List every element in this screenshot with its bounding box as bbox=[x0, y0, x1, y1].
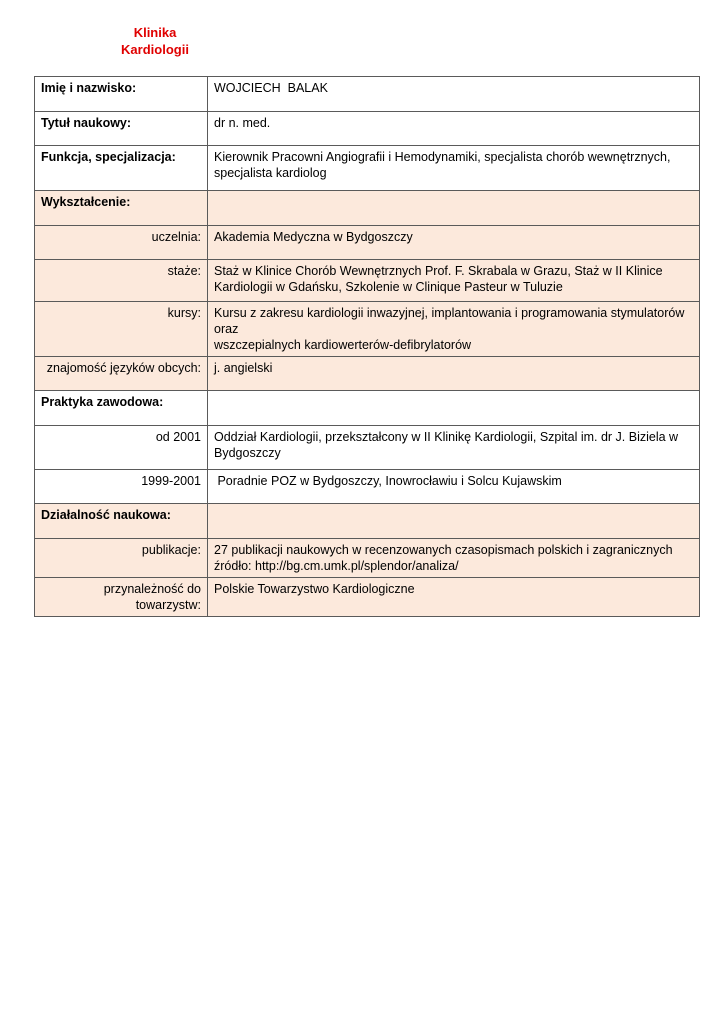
title-label: Tytuł naukowy: bbox=[35, 112, 208, 146]
since2001-value bbox=[208, 426, 700, 470]
languages-label: znajomość języków obcych: bbox=[35, 357, 208, 391]
y1999-value: Poradnie POZ w Bydgoszczy, Inowrocławiu i Solcu Kujawskim bbox=[208, 470, 700, 504]
clinic-header-line1: Klinika bbox=[133, 25, 177, 40]
table-row-1999 bbox=[35, 470, 700, 504]
table-row-publications bbox=[35, 539, 700, 578]
name-value: WOJCIECH BALAK bbox=[208, 77, 700, 112]
internships-label: staże: bbox=[35, 260, 208, 302]
title-value: dr n. med. bbox=[208, 112, 700, 146]
education-label: Wykształcenie: bbox=[35, 191, 208, 226]
university-value: Akademia Medyczna w Bydgoszczy bbox=[208, 226, 700, 260]
table-row-university bbox=[35, 226, 700, 260]
function-value-line1: Kierownik Pracowni Angiografii i Hemodynamiki, specjalista chorób wewnętrznych, bbox=[214, 150, 671, 164]
societies-label: przynależność do towarzystw: bbox=[35, 578, 208, 617]
table-row-research bbox=[35, 504, 700, 539]
publications-label: publikacje: bbox=[35, 539, 208, 578]
practice-value-empty bbox=[208, 391, 700, 426]
since2001-label: od 2001 bbox=[35, 426, 208, 470]
internships-value-line1: Staż w Klinice Chorób Wewnętrznych Prof. F. Skrabala w Grazu, Staż w II Klinice bbox=[214, 264, 663, 278]
courses-value bbox=[208, 302, 700, 357]
publications-value-line1: 27 publikacji naukowych w recenzowanych czasopismach polskich i zagranicznych bbox=[214, 543, 673, 557]
publications-value-line2: źródło: http://bg.cm.umk.pl/splendor/analiza/ bbox=[214, 559, 459, 573]
table-row-practice bbox=[35, 391, 700, 426]
courses-value-line1: Kursu z zakresu kardiologii inwazyjnej, implantowania i programowania stymulatorów oraz bbox=[214, 306, 685, 336]
societies-value: Polskie Towarzystwo Kardiologiczne bbox=[208, 578, 700, 617]
courses-value-line2: wszczepialnych kardiowerterów-defibrylatorów bbox=[214, 338, 472, 352]
table-row-societies bbox=[35, 578, 700, 617]
function-value-line2: specjalista kardiolog bbox=[214, 166, 327, 180]
research-value-empty bbox=[208, 504, 700, 539]
internships-value bbox=[208, 260, 700, 302]
since2001-value-line1: Oddział Kardiologii, przekształcony w II Klinikę Kardiologii, Szpital im. dr J. Biziela w bbox=[214, 430, 679, 444]
function-value bbox=[208, 146, 700, 191]
education-value-empty bbox=[208, 191, 700, 226]
table-row-internships bbox=[35, 260, 700, 302]
function-label: Funkcja, specjalizacja: bbox=[35, 146, 208, 191]
table-row-function bbox=[35, 146, 700, 191]
university-label: uczelnia: bbox=[35, 226, 208, 260]
table-row-languages bbox=[35, 357, 700, 391]
clinic-header bbox=[100, 24, 210, 58]
languages-value: j. angielski bbox=[208, 357, 700, 391]
publications-value bbox=[208, 539, 700, 578]
y1999-label: 1999-2001 bbox=[35, 470, 208, 504]
table-row-title bbox=[35, 112, 700, 146]
research-label: Działalność naukowa: bbox=[35, 504, 208, 539]
practice-label: Praktyka zawodowa: bbox=[35, 391, 208, 426]
table-row-courses bbox=[35, 302, 700, 357]
internships-value-line2: Kardiologii w Gdańsku, Szkolenie w Clinique Pasteur w Tuluzie bbox=[214, 280, 563, 294]
name-label: Imię i nazwisko: bbox=[35, 77, 208, 112]
since2001-value-line2: Bydgoszczy bbox=[214, 446, 281, 460]
clinic-header-line2: Kardiologii bbox=[121, 42, 189, 57]
table-row-name bbox=[35, 77, 700, 112]
table-row-since2001 bbox=[35, 426, 700, 470]
profile-table bbox=[34, 76, 700, 617]
table-row-education bbox=[35, 191, 700, 226]
courses-label: kursy: bbox=[35, 302, 208, 357]
